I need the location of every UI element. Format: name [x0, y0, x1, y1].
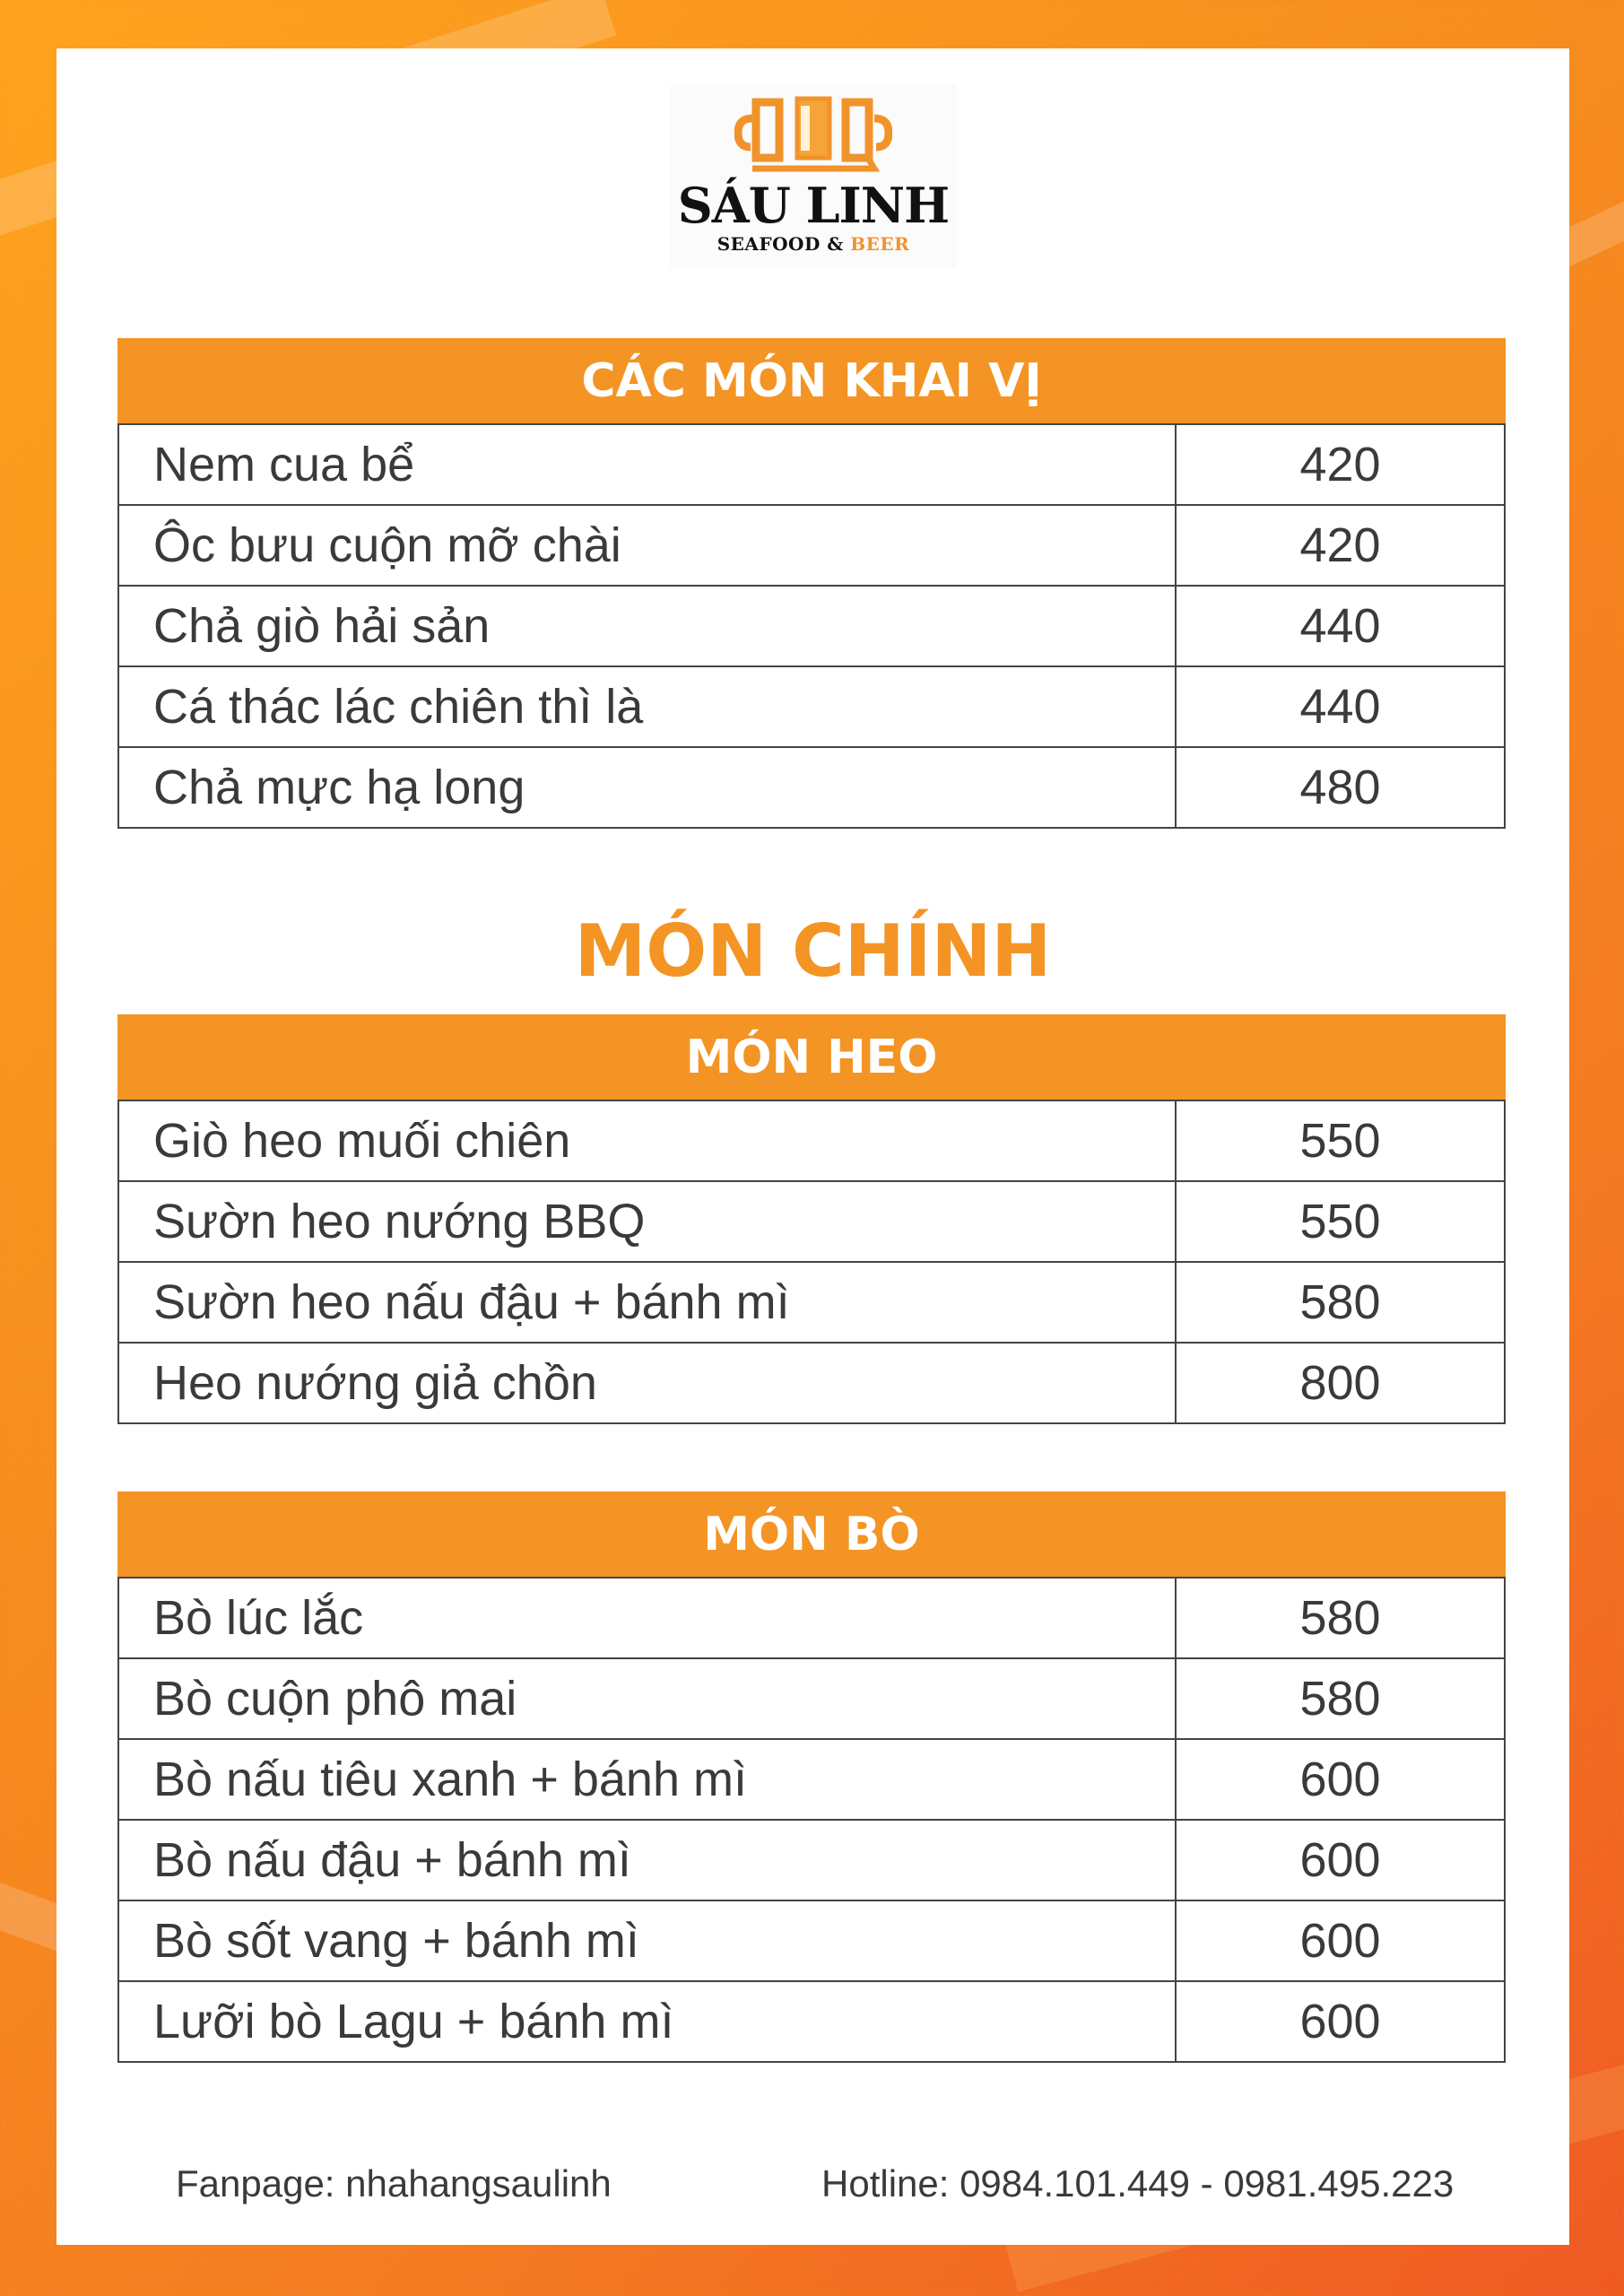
dish-name: Cá thác lác chiên thì là: [118, 666, 1176, 747]
dish-name: Bò nấu đậu + bánh mì: [118, 1820, 1176, 1900]
dish-price: 580: [1176, 1658, 1505, 1739]
hotline-text: Hotline: 0984.101.449 - 0981.495.223: [821, 2162, 1455, 2205]
table-row: [118, 1739, 1505, 1820]
section-header: MÓN HEO: [117, 1014, 1506, 1100]
dish-name: Sườn heo nấu đậu + bánh mì: [118, 1262, 1176, 1343]
dish-price: 420: [1176, 424, 1505, 505]
dish-name: Bò lúc lắc: [118, 1578, 1176, 1658]
table-row: [118, 586, 1505, 666]
table-row: [118, 424, 1505, 505]
dish-price: 600: [1176, 1900, 1505, 1981]
dish-price: 580: [1176, 1262, 1505, 1343]
dish-price: 440: [1176, 666, 1505, 747]
main-dishes-title: MÓN CHÍNH: [574, 909, 1052, 993]
logo-tagline-beer: BEER: [850, 233, 910, 255]
menu-card: [56, 48, 1569, 2245]
menu-table: [117, 423, 1506, 829]
dish-name: Bò nấu tiêu xanh + bánh mì: [118, 1739, 1176, 1820]
dish-name: Chả mực hạ long: [118, 747, 1176, 828]
dish-name: Ôc bưu cuộn mỡ chài: [118, 505, 1176, 586]
dish-price: 600: [1176, 1981, 1505, 2062]
dish-name: Bò sốt vang + bánh mì: [118, 1900, 1176, 1981]
pork-section: [117, 1014, 1506, 1424]
logo-name: SÁU LINH: [677, 177, 950, 234]
table-row: [118, 1658, 1505, 1739]
dish-name: Chả giò hải sản: [118, 586, 1176, 666]
fanpage-text: Fanpage: nhahangsaulinh: [176, 2162, 612, 2205]
table-row: [118, 1262, 1505, 1343]
table-row: [118, 1100, 1505, 1181]
dish-price: 600: [1176, 1820, 1505, 1900]
dish-price: 440: [1176, 586, 1505, 666]
section-header: MÓN BÒ: [117, 1492, 1506, 1577]
table-row: [118, 1820, 1505, 1900]
table-row: [118, 505, 1505, 586]
dish-price: 420: [1176, 505, 1505, 586]
dish-name: Giò heo muối chiên: [118, 1100, 1176, 1181]
dish-name: Sườn heo nướng BBQ: [118, 1181, 1176, 1262]
dish-price: 580: [1176, 1578, 1505, 1658]
dish-price: 600: [1176, 1739, 1505, 1820]
dish-name: Heo nướng giả chồn: [118, 1343, 1176, 1423]
logo-tagline-seafood: SEAFOOD &: [716, 233, 851, 255]
table-row: [118, 747, 1505, 828]
dish-price: 550: [1176, 1181, 1505, 1262]
table-row: [118, 666, 1505, 747]
table-row: [118, 1578, 1505, 1658]
beef-section: [117, 1492, 1506, 2063]
beer-mugs-icon: [734, 93, 892, 183]
logo-tagline: [670, 233, 957, 255]
dish-name: Nem cua bể: [118, 424, 1176, 505]
section-header: CÁC MÓN KHAI VỊ: [117, 338, 1506, 423]
table-row: [118, 1900, 1505, 1981]
menu-table: [117, 1100, 1506, 1424]
table-row: [118, 1181, 1505, 1262]
restaurant-logo: [670, 84, 957, 268]
appetizers-section: [117, 338, 1506, 829]
table-row: [118, 1981, 1505, 2062]
dish-price: 550: [1176, 1100, 1505, 1181]
dish-price: 480: [1176, 747, 1505, 828]
dish-price: 800: [1176, 1343, 1505, 1423]
dish-name: Bò cuộn phô mai: [118, 1658, 1176, 1739]
table-row: [118, 1343, 1505, 1423]
dish-name: Lưỡi bò Lagu + bánh mì: [118, 1981, 1176, 2062]
menu-table: [117, 1577, 1506, 2063]
